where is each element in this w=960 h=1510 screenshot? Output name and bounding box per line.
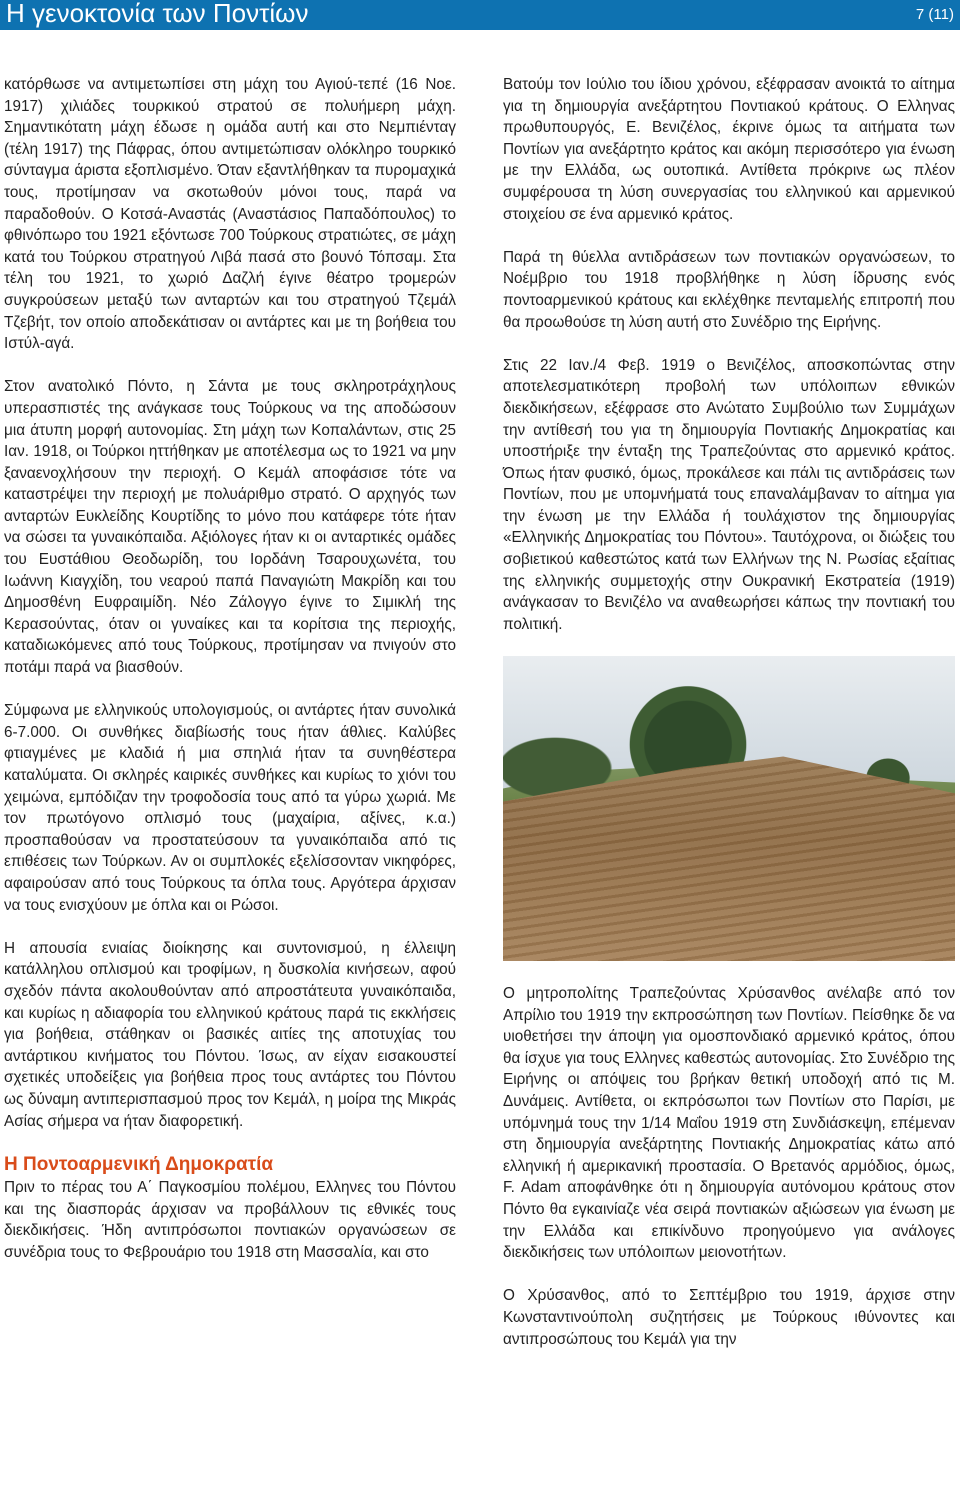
right-column [503,74,955,1350]
landscape-photo [503,656,955,961]
paragraph: Στον ανατολικό Πόντο, η Σάντα με τους σκληροτράχηλους υπερασπιστές της ανάγκασε τους Τούρκους να της αποδώσουν μια άτυπη μορφή αυτονομίας. Στη μάχη των Κοπαλάντων, στις 25 Ιαν. 1918, οι Τούρκοι ηττήθηκαν με αποτέλεσμα ως το 1921 να μην ξαναενοχλήσουν την περιοχή. Ο Κεμάλ αποφάσισε τότε να καταστρέψει την περιοχή με πολυάριθμο στρατό. Ο αρχηγός των ανταρτών Ευκλείδης Κουρτίδης το μόνο που κατάφερε τότε ήταν να σώσει τα γυναικόπαιδα. Αξιόλογες ήταν κι οι ανταρτικές ομάδες του Ευστάθιου Θεοδωρίδη, του Ιορδάνη Τσαρουχωνέτα, του Ιωάννη Κιαγχίδη, του νεαρού παπά Παναγιώτη Μακρίδη και του Δημοσθένη Ευφραιμίδη. Νέο Ζάλογγο έγινε το Σιμικλή της Κερασούντας, όταν οι γυναίκες και τα κορίτσια της περιοχής, καταδιωκόμενες από τους Τούρκους, προτίμησαν να πνιγούν στο ποτάμι παρά να βιασθούν. [4,378,456,677]
paragraph: Παρά τη θύελλα αντιδράσεων των ποντιακών οργανώσεων, το Νοέμβριο του 1918 προβλήθηκε η λύση ίδρυσης ενός ποντοαρμενικού κράτους και εκλέχθηκε πενταμελής επιτροπή που θα προωθούσε τη λύση αυτή στο Συνέδριο της Ειρήνης. [503,248,955,331]
paragraph: Βατούμ τον Ιούλιο του ίδιου χρόνου, εξέφρασαν ανοικτά το αίτημα για τη δημιουργία ανεξάρτητου Ποντιακού κράτους. Ο Ελληνας πρωθυπουργός, Ε. Βενιζέλος, έκρινε όμως τα αιτήματα των Ποντίων για ανεξάρτητο κράτος και ακόμη περισσότερο για ένωση με την Ελλάδα, ως ουτοπικά. Αντίθετα πρόκρινε ως πλέον συμφέρουσα τη λύση συνεργασίας του ελληνικού και αρμενικού στοιχείου σε ένα αρμενικό κράτος. [503,76,955,223]
document-title: Η γενοκτονία των Ποντίων [6,0,309,28]
page-number: 7 (11) [915,6,954,23]
paragraph: Η απουσία ενιαίας διοίκησης και συντονισμού, η έλλειψη κατάλληλου οπλισμού και τροφίμων, η δυσκολία κινήσεων, αφού σχεδόν πάντα ακολουθούνταν από απροστάτευτα γυναικόπαιδα, και κυρίως η αδιαφορία του ελληνικού κράτους παρά τις εκκλήσεις για βοήθεια, στάθηκαν οι βασικές αιτίες της αποτυχίας του αντάρτικου κινήματος του Πόντου. Ίσως, αν είχαν εισακουστεί σχετικές υποδείξεις για βοήθεια προς τους αντάρτες του Πόντου ως δύναμη αντιπερισπασμού προς τον Κεμάλ, η μοίρα της Μικράς Ασίας σήμερα να ήταν διαφορετική. [4,939,456,1130]
paragraph: Ο Χρύσανθος, από το Σεπτέμβριο του 1919, άρχισε στην Κωνσταντινούπολη συζητήσεις με Τούρκους ιθύνοντες και αντιπροσώπους του Κεμάλ για την [503,1287,955,1348]
paragraph: Ο μητροπολίτης Τραπεζούντας Χρύσανθος ανέλαβε από τον Απρίλιο του 1919 την εκπροσώπηση των Ποντίων. Πείσθηκε δε να υιοθετήσει την άποψη για ομοσπονδιακό αρμενικό κράτος, όπου θα ίσχυε για τους Ελληνες καθεστώς αυτονομίας. Στο Συνέδριο της Ειρήνης οι απόψεις του βρήκαν θετική υποδοχή από τις Μ. Δυνάμεις. Αντίθετα, οι εκπρόσωποι των Ποντίων στο Παρίσι, με υπόμνημά τους την 1/14 Μαΐου 1919 στη Συνδιάσκεψη, επέμεναν στη δημιουργία ανεξάρτητης Ποντιακής Δημοκρατίας κάτω από ελληνική ή αμερικανική προστασία. Ο Βρετανός αρμόδιος, όμως, F. Adam αποφάνθηκε ότι η δημιουργία αυτόνομου κράτους στον Πόντο θα εγκαινίαζε νέα σειρά ποντιακών αξιώσεων για ένωση με την Ελλάδα και επικίνδυνο προηγούμενο για ανάλογες διεκδικήσεις των υπόλοιπων μειονοτήτων. [503,985,955,1262]
section-heading: Η Ποντοαρμενική Δημοκρατία [4,1154,274,1176]
left-column [4,74,456,1263]
paragraph: Στις 22 Ιαν./4 Φεβ. 1919 ο Βενιζέλος, αποσκοπώντας στην αποτελεσματικότερη προβολή των υπόλοιπων εθνικών διεκδικήσεων, εξέφρασε στο Ανώτατο Συμβούλιο των Συμμάχων την αντίθεσή του για τη δημιουργία Ποντιακής Δημοκρατίας και υποστήριξε την ένταξη της Τραπεζούντας στο αρμενικό κράτος. Όπως ήταν φυσικό, όμως, προκάλεσε και πάλι τις αντιδράσεις των Ποντίων, που με υπομνήματά τους επαναλάμβαναν το αίτημα για την ένωση με την Ελλάδα ή τουλάχιστον της δημιουργίας «Ελληνικής Δημοκρατίας του Πόντου». Ταυτόχρονα, οι διώξεις του σοβιετικού καθεστώτος κατά των Ελλήνων της Ν. Ρωσίας εξαίτιας της ελληνικής συμμετοχής στην Ουκρανική Εκστρατεία (1919) ανάγκασαν το Βενιζέλο να αναθεωρήσει κάπως την ποντιακή του πολιτική. [503,356,955,633]
page-header [0,0,960,30]
paragraph: κατόρθωσε να αντιμετωπίσει στη μάχη του Αγιού-τεπέ (16 Νοε. 1917) χιλιάδες τουρκικού στρατού σε πολυήμερη μάχη. Σημαντικότατη μάχη έδωσε η ομάδα αυτή και στο Νεμπιένταγ (τέλη 1917) της Πάφρας, όπου αντιμετώπισαν ολόκληρο τουρκικό σύνταγμα άριστα εξοπλισμένο. Όταν εξαντλήθηκαν τα πυρομαχικά τους, προτίμησαν να σκοτωθούν μόνοι τους, παρά να παραδοθούν. Ο Κοτσά-Αναστάς (Αναστάσιος Παπαδόπουλος) το φθινόπωρο του 1921 εξόντωσε 700 Τούρκους στρατιώτες, σε μάχη κατά του Τούρκου στρατηγού Λιβά πασά στο βουνό Τόπσαμ. Στα τέλη του 1921, το χωριό Δαζλή έγινε θέατρο τρομερών συγκρούσεων μεταξύ των ανταρτών και του στρατηγού Τζεμάλ Τζεβήτ, τον οποίο αποδεκάτισαν οι αντάρτες και με τη βοήθεια του Ιστύλ-αγά. [4,76,456,353]
paragraph: Σύμφωνα με ελληνικούς υπολογισμούς, οι αντάρτες ήταν συνολικά 6-7.000. Οι συνθήκες διαβίωσής τους ήταν άθλιες. Καλύβες φτιαγμένες με κλαδιά ή μια σπηλιά ήταν τα συνηθέστερα καταλύματα. Οι σκληρές καιρικές συνθήκες και κυρίως το χιόνι του χειμώνα, εμπόδιζαν την τροφοδοσία τους από τα γύρω χωριά. Με τον πρωτόγονο οπλισμό τους (μαχαίρια, αξίνες, κ.α.) προσπαθούσαν να προστατεύσουν τα γυναικόπαιδα από τις επιθέσεις των Τούρκων. Αν οι συμπλοκές εξελίσσονταν νικηφόρες, αφαιρούσαν από τους Τούρκους τα όπλα τους. Αργότερα άρχισαν να τους ενισχύουν με όπλα και οι Ρώσοι. [4,702,456,914]
paragraph: Πριν το πέρας του Α΄ Παγκοσμίου πολέμου, Ελληνες του Πόντου και της διασποράς άρχισαν να προβάλλουν τις εθνικές τους διεκδικήσεις. Ήδη αντιπρόσωποι ποντιακών οργανώσεων σε συνέδρια τους το Φεβρουάριο του 1918 στη Μασσαλία, και στο [4,1179,456,1261]
